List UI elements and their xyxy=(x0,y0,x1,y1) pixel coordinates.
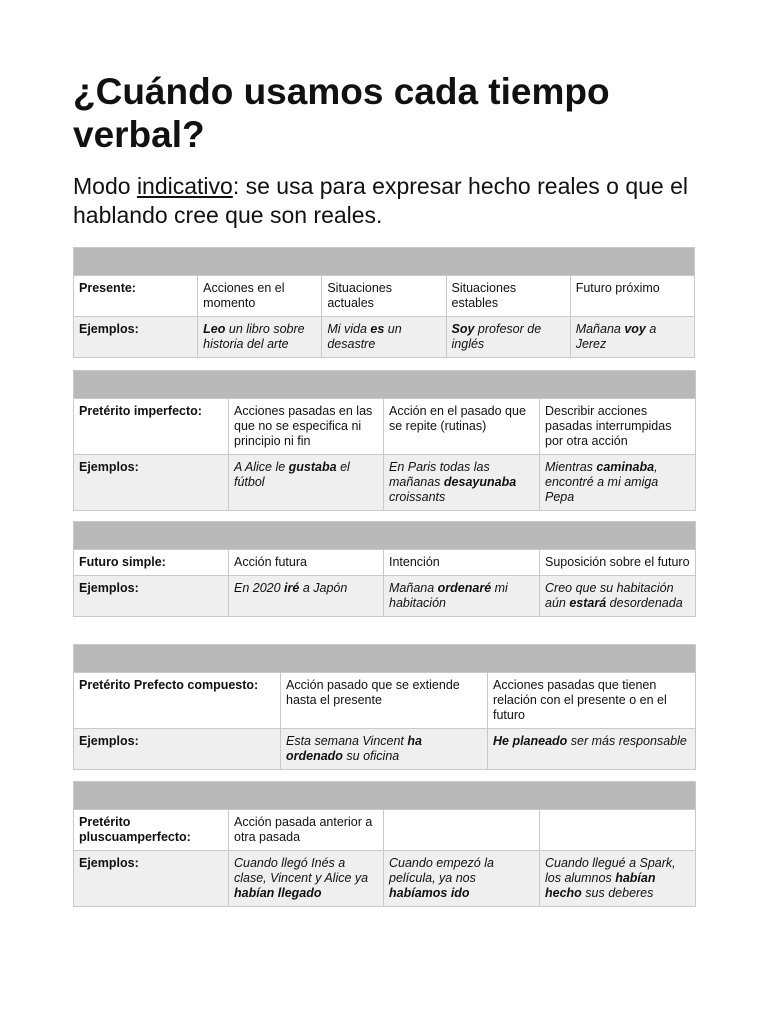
table-preterito-pluscuamperfecto xyxy=(73,781,696,907)
tense-label: Futuro simple: xyxy=(74,550,229,576)
example-cell: Cuando empezó la película, ya nos habíamos ido xyxy=(384,851,540,907)
example-cell: Cuando llegué a Spark, los alumnos habían hecho sus deberes xyxy=(540,851,696,907)
example-cell: Soy profesor de inglés xyxy=(446,317,570,358)
tense-label: Presente: xyxy=(74,276,198,317)
uses-row xyxy=(74,276,695,317)
table-futuro-simple xyxy=(73,521,696,617)
example-cell: Mientras caminaba, encontré a mi amiga Pepa xyxy=(540,455,696,511)
examples-row xyxy=(74,317,695,358)
examples-label: Ejemplos: xyxy=(74,729,281,770)
table-preterito-perfecto-compuesto xyxy=(73,644,696,770)
use-cell: Situaciones estables xyxy=(446,276,570,317)
page-title: ¿Cuándo usamos cada tiempo verbal? xyxy=(73,71,610,155)
use-cell: Acciones pasadas que tienen relación con el presente o en el futuro xyxy=(488,673,696,729)
use-cell xyxy=(540,810,696,851)
examples-row xyxy=(74,851,696,907)
uses-row xyxy=(74,399,696,455)
use-cell: Acción pasado que se extiende hasta el presente xyxy=(281,673,488,729)
uses-row xyxy=(74,550,696,576)
table-header-bar xyxy=(74,522,696,550)
use-cell: Acciones en el momento xyxy=(198,276,322,317)
example-cell: En Paris todas las mañanas desayunaba croissants xyxy=(384,455,540,511)
example-cell: Mañana ordenaré mi habitación xyxy=(384,576,540,617)
use-cell: Describir acciones pasadas interrumpidas por otra acción xyxy=(540,399,696,455)
tense-label: Pretérito Prefecto compuesto: xyxy=(74,673,281,729)
example-cell: En 2020 iré a Japón xyxy=(229,576,384,617)
use-cell: Situaciones actuales xyxy=(322,276,446,317)
table-header-bar xyxy=(74,371,696,399)
intro-paragraph xyxy=(73,172,713,230)
intro-suffix: : se usa para expresar hecho reales o que el hablando cree que son reales. xyxy=(73,173,688,228)
use-cell: Acciones pasadas en las que no se especifica ni principio ni fin xyxy=(229,399,384,455)
use-cell: Suposición sobre el futuro xyxy=(540,550,696,576)
examples-label: Ejemplos: xyxy=(74,455,229,511)
table-presente xyxy=(73,247,695,358)
example-cell: Mi vida es un desastre xyxy=(322,317,446,358)
example-cell: Cuando llegó Inés a clase, Vincent y Alice ya habían llegado xyxy=(229,851,384,907)
use-cell: Futuro próximo xyxy=(570,276,694,317)
intro-prefix: Modo xyxy=(73,173,137,199)
table-header-bar xyxy=(74,248,695,276)
examples-label: Ejemplos: xyxy=(74,576,229,617)
example-cell: Esta semana Vincent ha ordenado su oficina xyxy=(281,729,488,770)
examples-label: Ejemplos: xyxy=(74,851,229,907)
table-header-bar xyxy=(74,782,696,810)
intro-term: indicativo xyxy=(136,173,233,199)
examples-row xyxy=(74,729,696,770)
examples-row xyxy=(74,455,696,511)
use-cell: Intención xyxy=(384,550,540,576)
example-cell: He planeado ser más responsable xyxy=(488,729,696,770)
examples-label: Ejemplos: xyxy=(74,317,198,358)
tense-label: Pretérito pluscuamperfecto: xyxy=(74,810,229,851)
example-cell: A Alice le gustaba el fútbol xyxy=(229,455,384,511)
example-cell: Creo que su habitación aún estará desordenada xyxy=(540,576,696,617)
table-header-bar xyxy=(74,645,696,673)
use-cell: Acción pasada anterior a otra pasada xyxy=(229,810,384,851)
use-cell: Acción futura xyxy=(229,550,384,576)
tense-label: Pretérito imperfecto: xyxy=(74,399,229,455)
uses-row xyxy=(74,810,696,851)
examples-row xyxy=(74,576,696,617)
table-preterito-imperfecto xyxy=(73,370,696,511)
example-cell: Mañana voy a Jerez xyxy=(570,317,694,358)
use-cell: Acción en el pasado que se repite (rutinas) xyxy=(384,399,540,455)
uses-row xyxy=(74,673,696,729)
use-cell xyxy=(384,810,540,851)
example-cell: Leo un libro sobre historia del arte xyxy=(198,317,322,358)
